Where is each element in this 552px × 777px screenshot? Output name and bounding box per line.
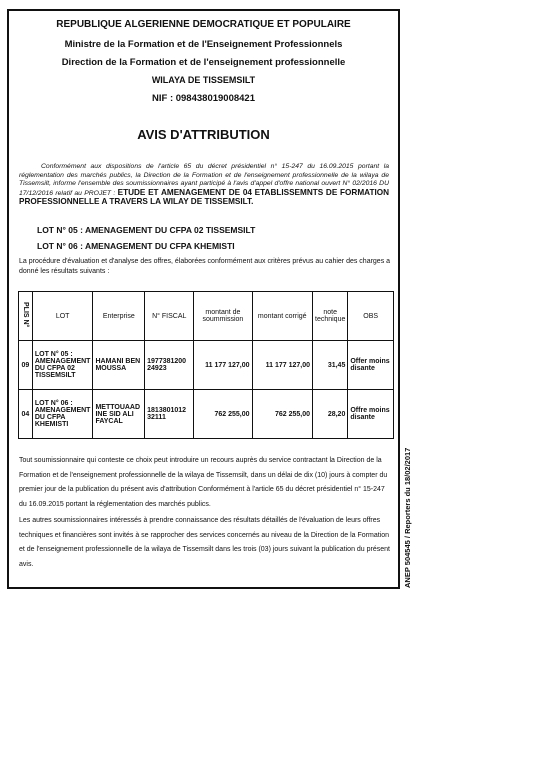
cell-montant: 11 177 127,00 — [194, 341, 252, 390]
cell-corrige: 762 255,00 — [252, 390, 313, 439]
col-header-fiscal: N° FISCAL — [145, 292, 194, 341]
col-header-note: note technique — [313, 292, 348, 341]
cell-enterprise: HAMANI BEN MOUSSA — [93, 341, 145, 390]
publication-reference: ANEP 504545 / Reporters du 18/02/2017 — [403, 447, 412, 588]
header-wilaya: WILAYA DE TISSEMSILT — [151, 75, 256, 85]
notice-title: AVIS D'ATTRIBUTION — [137, 127, 270, 142]
header-ministry: Ministre de la Formation et de l'Enseignement Professionnels — [64, 39, 343, 50]
table-header-row — [19, 292, 394, 341]
footer-text — [19, 454, 391, 572]
intro-text: Conformément aux dispositions de l'article 65 du décret présidentiel n° 15-247 du 16.09.2015 portant la réglementation des marchés publics, la Direction de la Formation et de l'enseignement professionnelle de la wilaya de Tissemsilt, informe l'ensemble des soumissionnaires ayant participé à l'avis d'appel d'offre national ouvert N° 02/2016 DU 17/12/2016 relatif au PROJET : — [19, 163, 389, 197]
project-name: ETUDE ET AMENAGEMENT DE 04 ETABLISSEMNTS DE FORMATION PROFESSIONNELLE A TRAVERS LA WILAY DE TISSEMSILT. — [19, 187, 389, 207]
cell-corrige: 11 177 127,00 — [252, 341, 313, 390]
cell-montant: 762 255,00 — [194, 390, 252, 439]
cell-lot: LOT N° 05 : AMENAGEMENT DU CFPA 02 TISSEMSILT — [32, 341, 93, 390]
col-header-plis: PLIS N° — [19, 292, 33, 341]
cell-fiscal: 1813801012 32111 — [145, 390, 194, 439]
results-table — [18, 291, 394, 439]
cell-enterprise: METTOUAAD INE SID ALI FAYCAL — [93, 390, 145, 439]
notice-frame — [7, 9, 400, 589]
cell-note: 31,45 — [313, 341, 348, 390]
cell-pli: 09 — [19, 341, 33, 390]
table-row — [19, 390, 394, 439]
cell-lot: LOT N° 06 : AMENAGEMENT DU CFPA KHEMISTI — [32, 390, 93, 439]
header-republic: REPUBLIQUE ALGERIENNE DEMOCRATIQUE ET POPULAIRE — [56, 19, 351, 30]
footer-consultation-paragraph: Les autres soumissionnaires intéressés à prendre connaissance des résultats détaillés de l'évaluation de leurs offres techniques et financières sont invités à se rapprocher des services concernés au niveau de la Direction de la Formation et de l'enseignement professionnelle de la wilaya de Tissemsilt dans les trois (03) jours suivant la publication du présent avis. — [19, 517, 390, 568]
intro-paragraph — [19, 163, 389, 208]
cell-fiscal: 1977381200 24923 — [145, 341, 194, 390]
cell-obs: Offre moins disante — [348, 390, 394, 439]
cell-obs: Offer moins disante — [348, 341, 394, 390]
lot-05-heading: LOT N° 05 : AMENAGEMENT DU CFPA 02 TISSEMSILT — [37, 225, 256, 235]
table-row — [19, 341, 394, 390]
cell-note: 28,20 — [313, 390, 348, 439]
col-header-enterprise: Enterprise — [93, 292, 145, 341]
col-header-obs: OBS — [348, 292, 394, 341]
footer-recourse-paragraph: Tout soumissionnaire qui conteste ce choix peut introduire un recours auprès du service contractant la Direction de la Formation et de l'enseignement professionnelle de la wilaya de Tissemsilt, dans un délai de dix (10) jours à compter du premier jour de la publication du présent avis d'attribution Conformément à l'article 65 du décret présidentiel n° 15-247 du 16.09.2015 portant la réglementation des marchés publics. — [19, 457, 388, 508]
header-direction: Direction de la Formation et de l'enseignement professionnelle — [61, 57, 346, 68]
header-nif: NIF : 098438019008421 — [152, 93, 255, 104]
col-header-montant: montant de soummission — [194, 292, 252, 341]
col-header-lot: LOT — [32, 292, 93, 341]
procedure-text: La procédure d'évaluation et d'analyse des offres, élaborées conformément aux critères prévus au cahier des charges a donné les résultats suivants : — [19, 258, 391, 275]
cell-pli: 04 — [19, 390, 33, 439]
lot-06-heading: LOT N° 06 : AMENAGEMENT DU CFPA KHEMISTI — [37, 241, 235, 251]
col-header-corrige: montant corrigé — [252, 292, 313, 341]
